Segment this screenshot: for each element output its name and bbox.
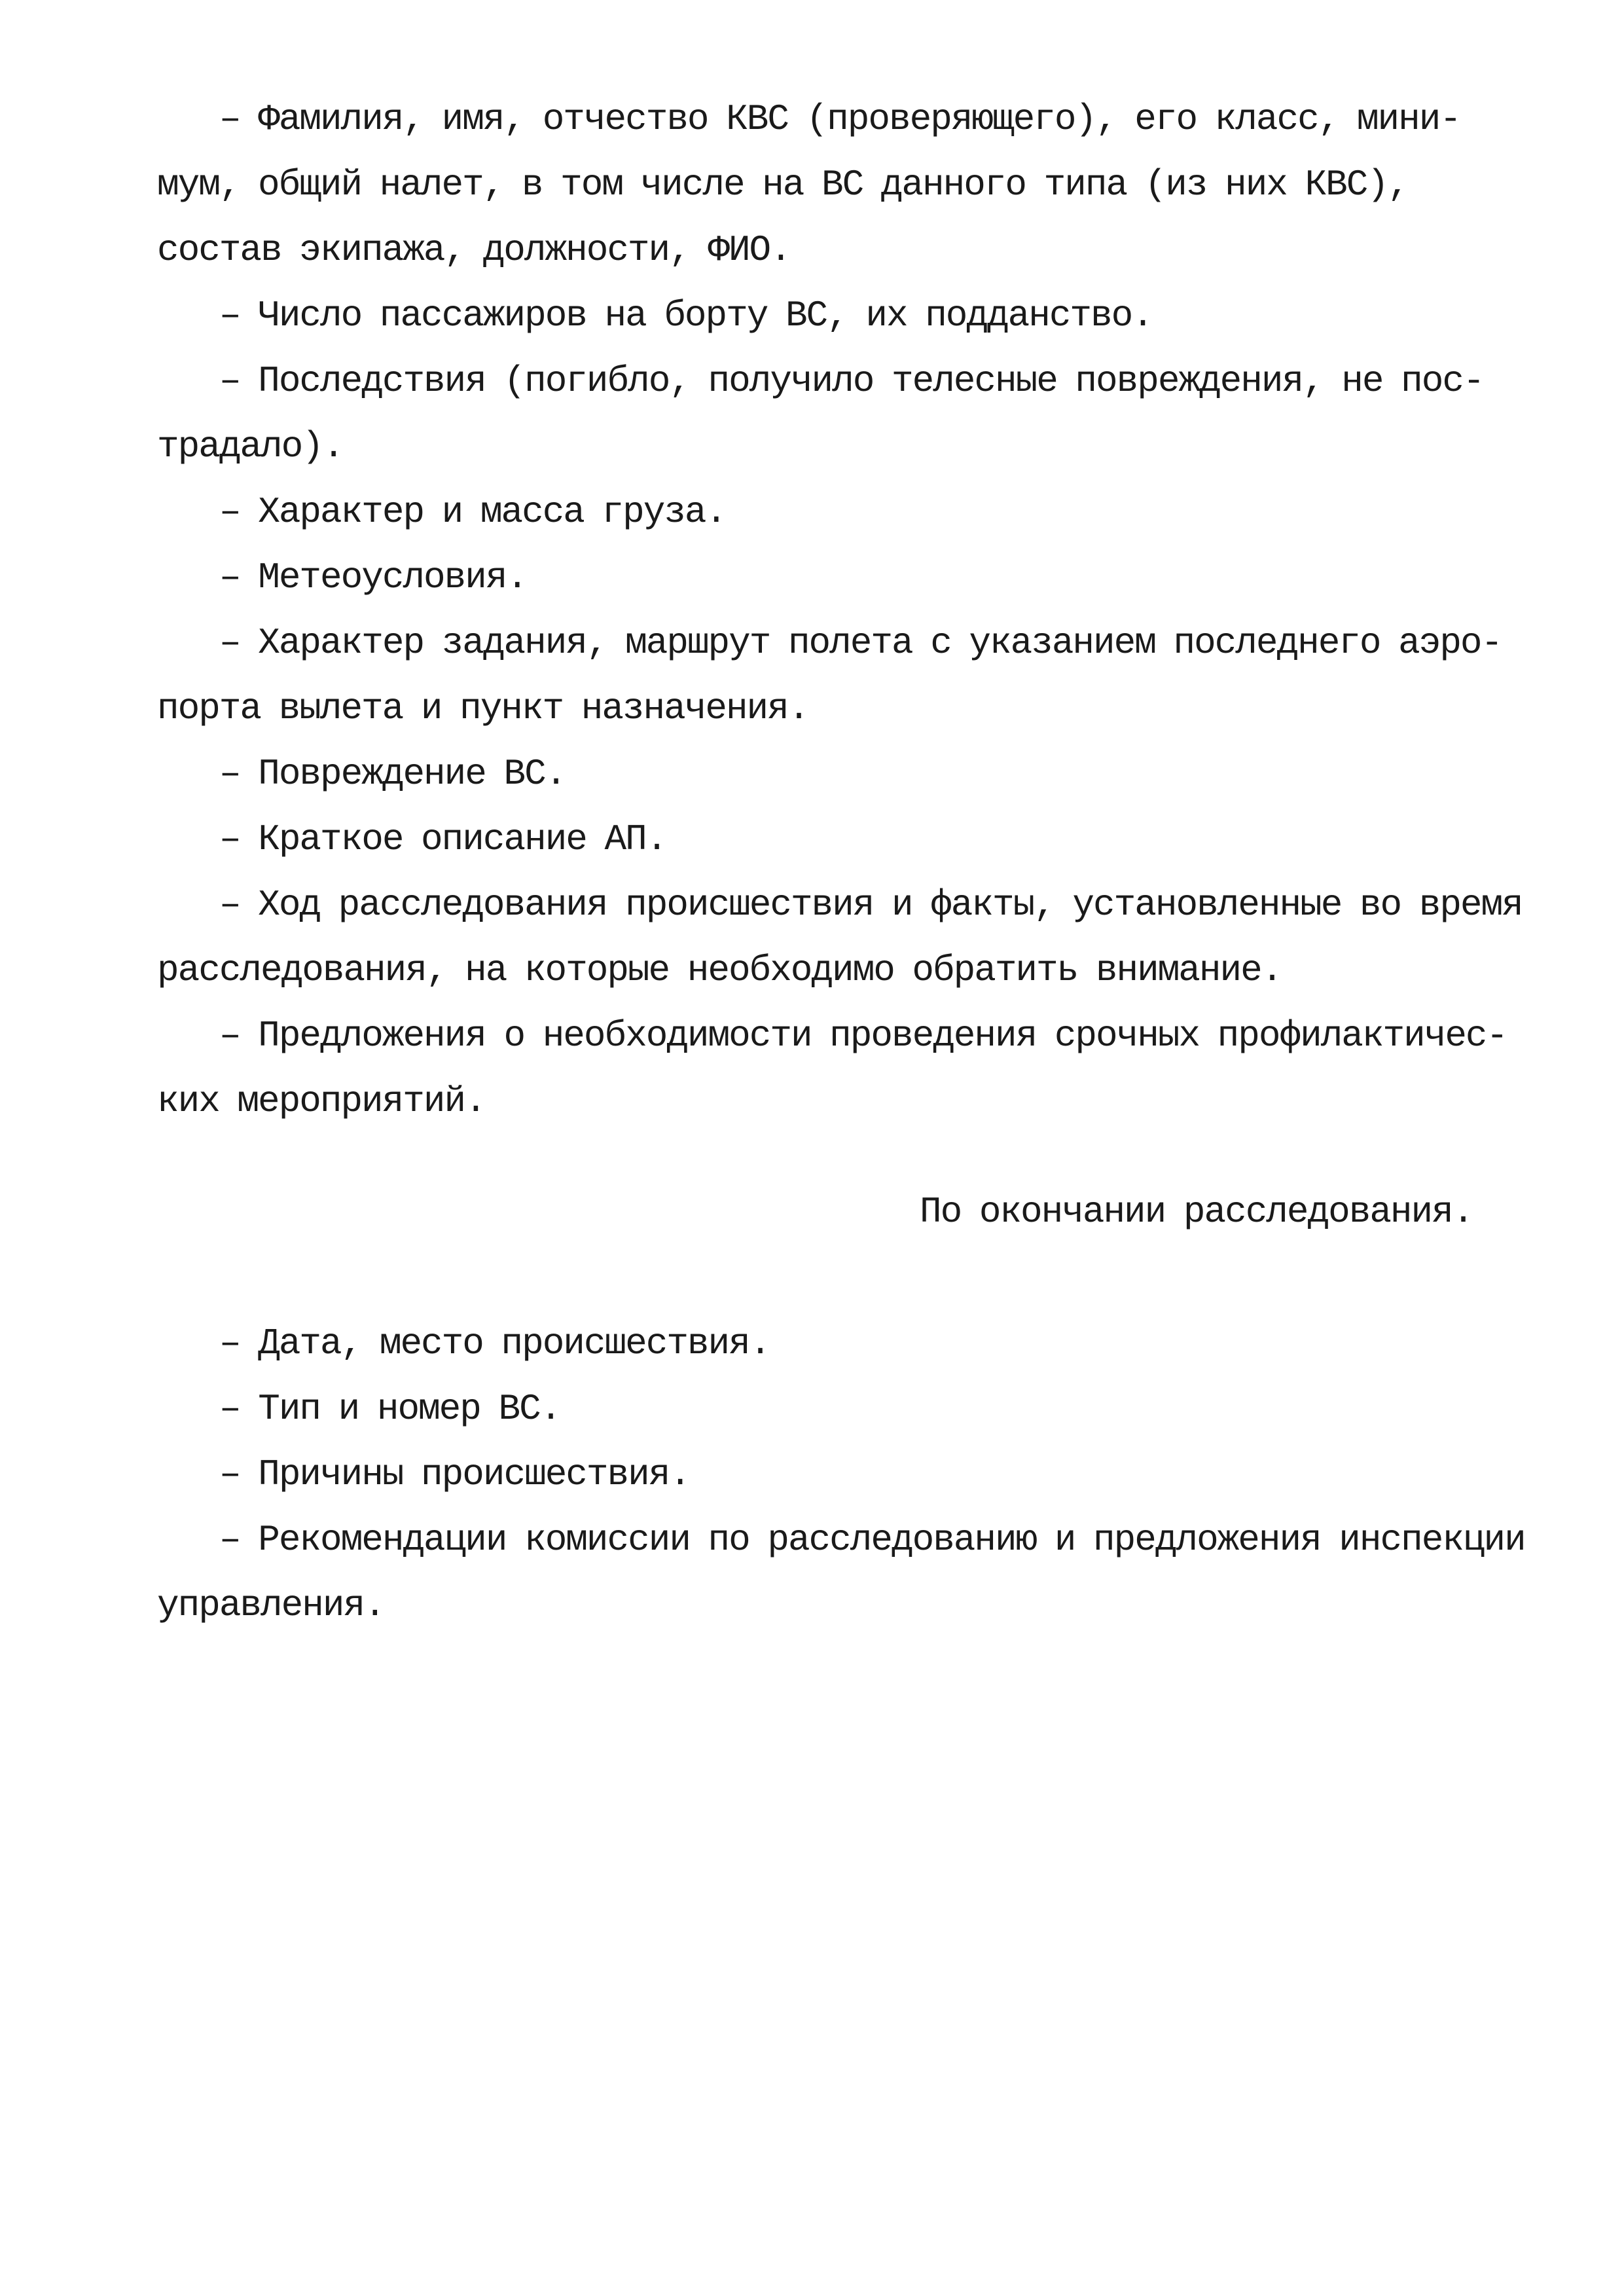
item-13-line-1: – Причины происшествия.	[219, 1453, 690, 1495]
item-4-line-1: – Характер и масса груза.	[219, 491, 727, 533]
item-1-line-3: состав экипажа, должности, ФИО.	[157, 229, 791, 271]
item-9-line-2: расследования, на которые необходимо обратить внимание.	[157, 949, 1282, 991]
item-1-line-1: – Фамилия, имя, отчество КВС (проверяющего), его класс, мини-	[219, 98, 1460, 140]
item-2-line-1: – Число пассажиров на борту ВС, их подданство.	[219, 295, 1153, 337]
item-1-line-2: мум, общий налет, в том числе на ВС данного типа (из них КВС),	[157, 164, 1409, 206]
item-6-line-1: – Характер задания, маршрут полета с указанием последнего аэро-	[219, 622, 1502, 664]
item-7-line-1: – Повреждение ВС.	[219, 753, 566, 795]
item-3-line-1: – Последствия (погибло, получило телесные повреждения, не пос-	[219, 360, 1484, 402]
item-10-line-2: ких мероприятий.	[157, 1080, 486, 1122]
item-11-line-1: – Дата, место происшествия.	[219, 1322, 770, 1364]
item-14-line-2: управления.	[157, 1584, 385, 1626]
item-6-line-2: порта вылета и пункт назначения.	[157, 687, 809, 729]
item-3-line-2: традало).	[157, 426, 344, 467]
item-10-line-1: – Предложения о необходимости проведения срочных профилактичес-	[219, 1015, 1507, 1057]
item-5-line-1: – Метеоусловия.	[219, 556, 528, 598]
item-12-line-1: – Тип и номер ВС.	[219, 1388, 561, 1430]
item-8-line-1: – Краткое описание АП.	[219, 818, 667, 860]
item-14-line-1: – Рекомендации комиссии по расследованию и предложения инспекции	[219, 1519, 1525, 1561]
section-heading: По окончании расследования.	[920, 1191, 1473, 1233]
item-9-line-1: – Ход расследования происшествия и факты, установленные во время	[219, 884, 1523, 926]
